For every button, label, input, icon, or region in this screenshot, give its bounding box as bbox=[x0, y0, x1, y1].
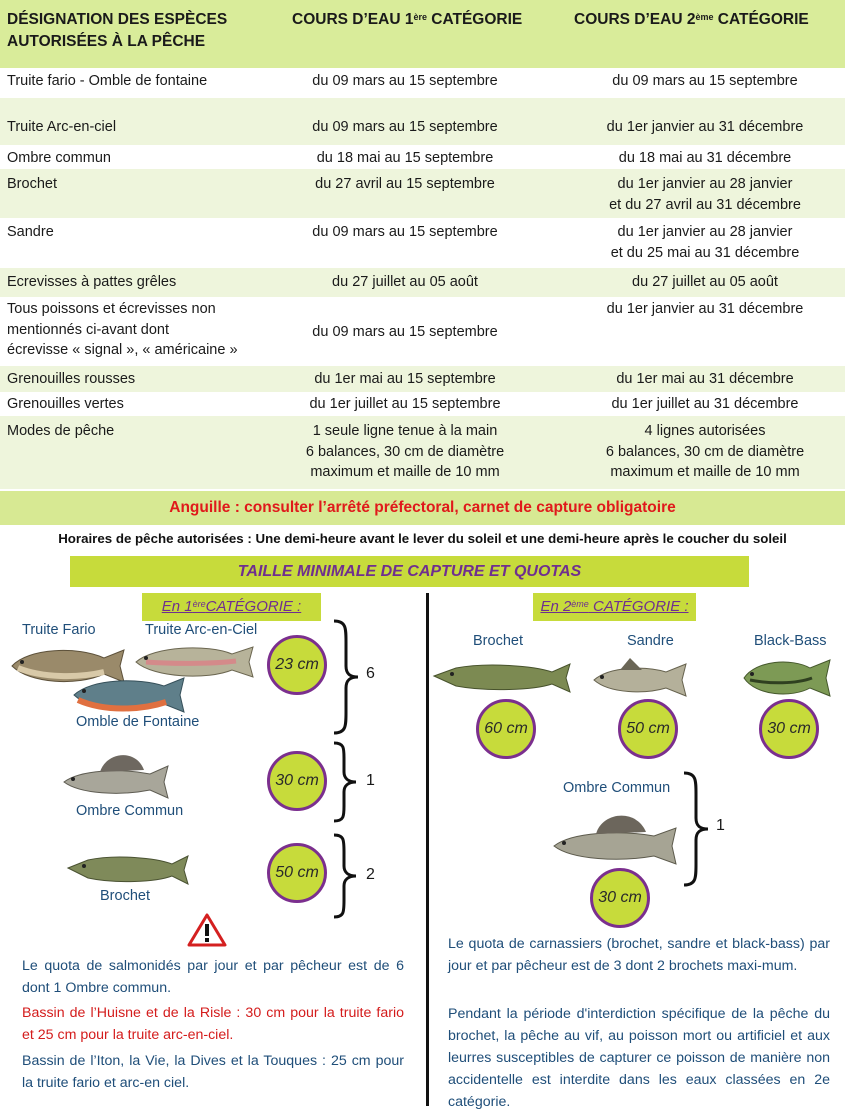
cell-line: du 09 mars au 15 septembre bbox=[312, 119, 498, 135]
cell-cat2 bbox=[560, 369, 845, 390]
cell-cat2 bbox=[560, 148, 845, 169]
label-omble: Omble de Fontaine bbox=[76, 714, 200, 730]
label-truite-arc: Truite Arc-en-Ciel bbox=[145, 622, 258, 638]
fishing-hours: Horaires de pêche autorisées : Une demi-heure avant le lever du soleil et une demi-heure après le coucher du soleil bbox=[58, 531, 787, 546]
header-species-line: DÉSIGNATION DES ESPÈCES bbox=[7, 11, 228, 28]
cell-line: Tous poissons et écrevisses non bbox=[7, 301, 216, 317]
warning-icon bbox=[186, 912, 228, 948]
cat1-label bbox=[142, 593, 321, 621]
table-row bbox=[0, 268, 845, 297]
header-cat2-text: CATÉGORIE bbox=[713, 11, 809, 28]
brace-salmonides bbox=[330, 618, 364, 736]
size-badge-brochet-cat1: 50 cm bbox=[267, 843, 327, 903]
cell-line: 6 balances, 30 cm de diamètre bbox=[305, 443, 505, 460]
cell-cat2 bbox=[560, 299, 845, 320]
size-badge-salmonides: 23 cm bbox=[267, 635, 327, 695]
cell-line: du 1er janvier au 28 janvier bbox=[617, 176, 793, 192]
brace-brochet bbox=[330, 832, 364, 920]
cell-species bbox=[7, 71, 267, 92]
cell-line: du 18 mai au 15 septembre bbox=[316, 150, 494, 166]
size-badge-brochet-cat2: 60 cm bbox=[476, 699, 536, 759]
cat2-label-sup: ème bbox=[571, 599, 589, 609]
table-row bbox=[0, 416, 845, 489]
table-row bbox=[0, 145, 845, 169]
cell-cat2 bbox=[560, 272, 845, 293]
cell-species bbox=[7, 421, 267, 442]
table-row bbox=[0, 297, 845, 366]
header-cat2 bbox=[574, 9, 809, 31]
cell-cat1 bbox=[270, 322, 540, 343]
cell-species bbox=[7, 394, 267, 415]
cell-cat1 bbox=[270, 71, 540, 92]
header-cat1-sup: ère bbox=[413, 12, 427, 22]
quota-salmonides: 6 bbox=[366, 665, 375, 682]
cell-line: maximum et maille de 10 mm bbox=[610, 464, 800, 480]
cat1-label-sup: ère bbox=[192, 599, 206, 609]
column-divider bbox=[426, 593, 429, 1106]
note-quota-salmonides: Le quota de salmonidés par jour et par pêcheur est de 6 dont 1 Ombre commun. bbox=[22, 958, 404, 996]
cell-cat2 bbox=[560, 117, 845, 138]
cell-cat2 bbox=[560, 71, 845, 92]
cell-line: Ecrevisses à pattes grêles bbox=[7, 274, 177, 290]
quota-ombre: 1 bbox=[366, 772, 375, 789]
cell-line: Ombre commun bbox=[7, 150, 111, 166]
cell-line: du 1er mai au 31 décembre bbox=[616, 371, 794, 387]
table-row bbox=[0, 98, 845, 145]
cell-line: du 09 mars au 15 septembre bbox=[312, 224, 498, 240]
ombre-cat2-image bbox=[550, 806, 680, 872]
cell-cat2 bbox=[560, 222, 845, 263]
header-cat1-text: COURS D’EAU 1 bbox=[292, 11, 414, 28]
cell-line: du 1er mai au 15 septembre bbox=[314, 371, 496, 387]
cell-line: Modes de pêche bbox=[7, 423, 115, 439]
cell-species bbox=[7, 369, 267, 390]
cell-line: 1 seule ligne tenue à la main bbox=[312, 423, 498, 439]
cell-line: et du 27 avril au 31 décembre bbox=[609, 196, 801, 213]
cell-line: du 27 juillet au 05 août bbox=[332, 274, 478, 290]
cell-line: du 1er janvier au 31 décembre bbox=[606, 301, 804, 317]
label-brochet-cat1: Brochet bbox=[100, 888, 150, 904]
cell-line: du 27 juillet au 05 août bbox=[632, 274, 778, 290]
blackbass-image bbox=[740, 650, 834, 700]
cell-line: Truite fario - Omble de fontaine bbox=[7, 73, 208, 89]
cell-species bbox=[7, 174, 267, 195]
cell-cat1 bbox=[270, 174, 540, 195]
brochet-cat1-image bbox=[66, 850, 190, 890]
cell-line: et du 25 mai au 31 décembre bbox=[610, 244, 800, 261]
section-title: TAILLE MINIMALE DE CAPTURE ET QUOTAS bbox=[70, 556, 749, 587]
cell-line: Sandre bbox=[7, 224, 54, 240]
cell-species bbox=[7, 299, 267, 361]
cell-cat1 bbox=[270, 117, 540, 138]
cat1-label-text: CATÉGORIE : bbox=[205, 598, 302, 615]
cell-species bbox=[7, 148, 267, 169]
cell-cat1 bbox=[270, 394, 540, 415]
cell-cat2 bbox=[560, 394, 845, 415]
cell-line: mentionnés ci-avant dont bbox=[7, 321, 170, 338]
cell-cat1 bbox=[270, 421, 540, 483]
cell-species bbox=[7, 272, 267, 293]
size-badge-ombre-cat2: 30 cm bbox=[590, 868, 650, 928]
cell-line: maximum et maille de 10 mm bbox=[310, 464, 500, 480]
cell-line: écrevisse « signal », « américaine » bbox=[7, 342, 238, 358]
omble-image bbox=[70, 672, 188, 718]
label-sandre: Sandre bbox=[627, 633, 674, 649]
cell-line: du 27 avril au 15 septembre bbox=[315, 176, 495, 192]
cell-line: du 09 mars au 15 septembre bbox=[312, 73, 498, 89]
cell-cat1 bbox=[270, 272, 540, 293]
cell-cat1 bbox=[270, 222, 540, 243]
cell-line: du 09 mars au 15 septembre bbox=[312, 324, 498, 340]
cell-line: du 18 mai au 31 décembre bbox=[618, 150, 792, 166]
table-row bbox=[0, 392, 845, 416]
size-badge-blackbass: 30 cm bbox=[759, 699, 819, 759]
size-badge-sandre: 50 cm bbox=[618, 699, 678, 759]
cell-line: Truite Arc-en-ciel bbox=[7, 119, 117, 135]
quota-ombre-cat2: 1 bbox=[716, 817, 725, 834]
header-cat1 bbox=[292, 9, 522, 31]
cell-line: 4 lignes autorisées bbox=[644, 423, 766, 439]
sandre-image bbox=[590, 654, 690, 700]
cell-cat2 bbox=[560, 421, 845, 483]
header-species-line: AUTORISÉES À LA PÊCHE bbox=[7, 33, 206, 50]
header-cat1-text: CATÉGORIE bbox=[426, 11, 523, 28]
cat1-label-text: En 1 bbox=[161, 598, 193, 615]
size-badge-ombre: 30 cm bbox=[267, 751, 327, 811]
brace-ombre-cat2 bbox=[680, 770, 714, 888]
label-brochet-cat2: Brochet bbox=[473, 633, 523, 649]
note-huisne-risle: Bassin de l’Huisne et de la Risle : 30 cm pour la truite fario et 25 cm pour la truite arc-en-ciel. bbox=[22, 1005, 404, 1043]
cell-line: Brochet bbox=[7, 176, 57, 192]
cell-cat1 bbox=[270, 148, 540, 169]
quota-brochet: 2 bbox=[366, 866, 375, 883]
cell-line: Grenouilles vertes bbox=[7, 396, 124, 412]
cell-line: du 09 mars au 15 septembre bbox=[612, 73, 798, 89]
label-ombre: Ombre Commun bbox=[76, 803, 184, 819]
header-cat2-text: COURS D’EAU 2 bbox=[574, 11, 696, 28]
table-row bbox=[0, 68, 845, 98]
cell-line: Grenouilles rousses bbox=[7, 371, 136, 387]
cell-cat2 bbox=[560, 174, 845, 215]
brace-ombre bbox=[330, 740, 364, 824]
label-blackbass: Black-Bass bbox=[754, 633, 827, 649]
cell-line: du 1er janvier au 31 décembre bbox=[606, 119, 804, 135]
cell-species bbox=[7, 222, 267, 243]
header-species bbox=[7, 9, 227, 53]
header-cat2-sup: ème bbox=[695, 12, 714, 22]
note-carnassiers: Le quota de carnassiers (brochet, sandre et black-bass) par jour et par pêcheur est de 3 dont 2 brochets maxi-mum. bbox=[448, 936, 830, 974]
label-truite-fario: Truite Fario bbox=[22, 622, 96, 638]
table-row bbox=[0, 366, 845, 392]
cat2-label-text: CATÉGORIE : bbox=[588, 598, 689, 615]
label-ombre-cat2: Ombre Commun bbox=[563, 780, 671, 796]
cell-line: du 1er juillet au 15 septembre bbox=[309, 396, 501, 412]
brochet-cat2-image bbox=[432, 658, 572, 698]
cell-line: 6 balances, 30 cm de diamètre bbox=[605, 443, 805, 460]
ombre-image bbox=[60, 746, 172, 806]
cell-line: du 1er janvier au 28 janvier bbox=[617, 224, 793, 240]
note-interdiction-brochet: Pendant la période d'interdiction spécifique de la pêche du brochet, la pêche au vif, au poisson mort ou artificiel et aux leurres susceptibles de capturer ce poisson de manière non accidentelle est interdite dans les eaux classées en 2e catégorie. bbox=[448, 1006, 830, 1110]
anguille-notice: Anguille : consulter l’arrêté préfectoral, carnet de capture obligatoire bbox=[0, 491, 845, 525]
table-row bbox=[0, 169, 845, 218]
cell-cat1 bbox=[270, 369, 540, 390]
cell-species bbox=[7, 117, 267, 138]
cat2-label-text: En 2 bbox=[540, 598, 572, 615]
cat2-label bbox=[533, 593, 696, 621]
table-header bbox=[0, 0, 845, 68]
note-iton-touques: Bassin de l’Iton, la Vie, la Dives et la Touques : 25 cm pour la truite fario et arc-en ciel. bbox=[22, 1053, 404, 1091]
cell-line: du 1er juillet au 31 décembre bbox=[611, 396, 799, 412]
table-row bbox=[0, 218, 845, 268]
